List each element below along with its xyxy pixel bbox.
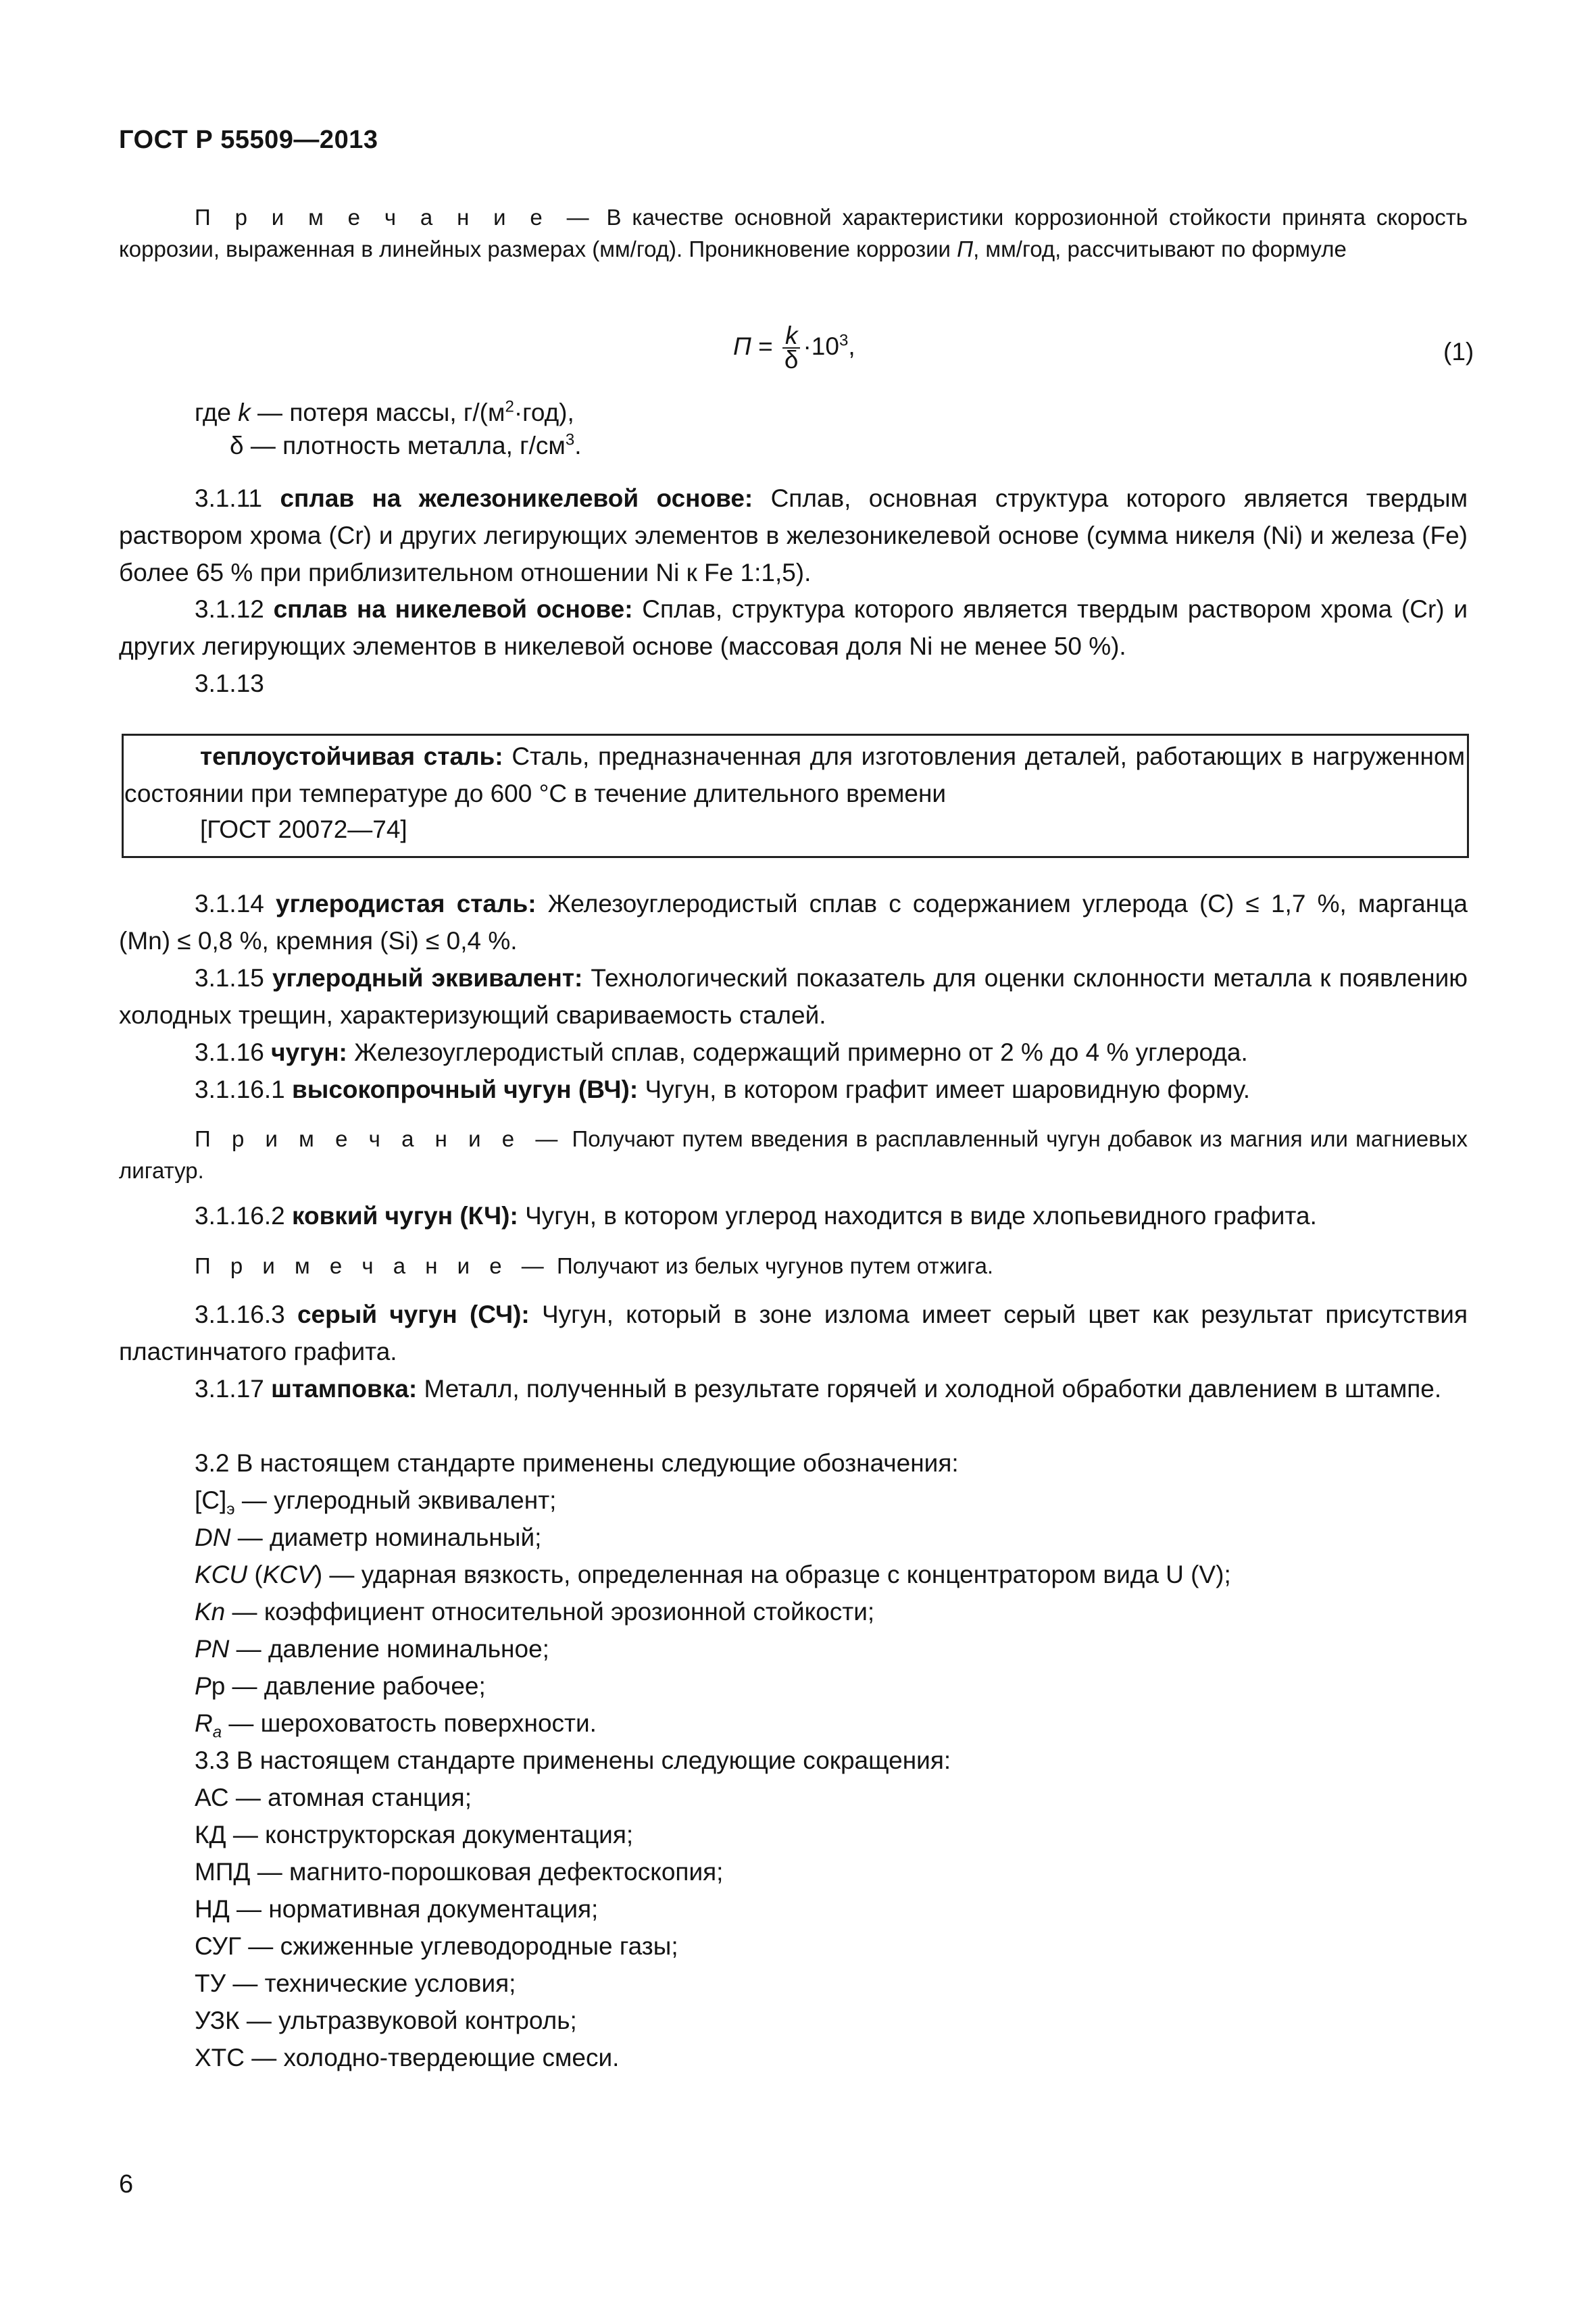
designation-carbon-equivalent: $[С]_э$ — углеродный эквивалент; [195,1486,557,1519]
note-corrosion: П р и м е ч а н и е — В качестве основной характеристики коррозионной стойкости принята скорость коррозии, выраженная в линейных размерах (мм/год). Проникновение коррозии П, мм/год, рассчитывают по формуле [119,205,1468,261]
where-k: где k — потеря массы, $г/(м^2\cdot год)$, [195,397,574,426]
designation-kn: Kn — коэффициент относительной эрозионной стойкости; [195,1598,875,1626]
designation-kcu: KCU (KCV) — ударная вязкость, определенная на образце с концентратором вида U (V); [195,1561,1231,1588]
clause-3-1-12: 3.1.12 сплав на никелевой основе: Сплав, структура которого является твердым раствором хрома (Cr) и других легирующих элементов в никелевой основе (массовая доля Ni не менее 50 %). [119,595,1468,660]
clause-3-1-11: 3.1.11 сплав на железоникелевой основе: Сплав, основная структура которого является твердым раствором хрома (Cr) и других легирующих элементов в железоникелевой основе (сумма никеля (Ni) и железа (Fe) более 65 % при приблизительном отношении Ni к Fe 1:1,5). [119,484,1468,586]
designation-ra: $R_a$ — шероховатость поверхности. [195,1709,597,1742]
equation-number: (1) [1443,338,1474,366]
abbreviation-item: ХТС — холодно-твердеющие смеси. [195,2044,620,2071]
clause-3-1-16-1: 3.1.16.1 высокопрочный чугун (ВЧ): Чугун, в котором графит имеет шаровидную форму. [195,1076,1250,1103]
abbreviation-item: АС — атомная станция; [195,1784,472,1811]
designation-pn: PN — давление номинальное; [195,1635,549,1663]
abbreviation-item: СУГ — сжиженные углеводородные газы; [195,1932,678,1960]
clause-3-1-14: 3.1.14 углеродистая сталь: Железоуглеродистый сплав с содержанием углерода (С) ≤ 1,7 %, марганца (Mn) ≤ 0,8 %, кремния (Si) ≤ 0,4 %. [119,890,1468,955]
where-delta: δ — плотность металла, $г/см^3$. [230,430,582,459]
abbreviation-item: УЗК — ультразвуковой контроль; [195,2007,577,2034]
abbreviation-item: ТУ — технические условия; [195,1969,516,1997]
formula-corrosion: П = $\frac{k}{\delta}$ $\cdot 10^3$, [733,322,855,374]
clause-3-1-17: 3.1.17 штамповка: Металл, полученный в результате горячей и холодной обработки давлением в штампе. [195,1375,1442,1403]
definition-reference: [ГОСТ 20072—74] [200,815,407,843]
designation-dn: DN — диаметр номинальный; [195,1524,542,1551]
clause-3-1-13: 3.1.13 [195,670,264,697]
note-label: П р и м е ч а н и е — [195,205,596,230]
fraction: $\frac{k}{\delta}$ [782,324,801,372]
clause-3-1-16-3: 3.1.16.3 серый чугун (СЧ): Чугун, который в зоне излома имеет серый цвет как результат присутствия пластинчатого графита. [119,1301,1468,1365]
note-ductile-iron: П р и м е ч а н и е — Получают путем введения в расплавленный чугун добавок из магния или магниевых лигатур. [119,1126,1468,1183]
designation-pp: Pр — давление рабочее; [195,1672,486,1700]
abbreviation-item: КД — конструкторская документация; [195,1821,634,1848]
document-header: ГОСТ Р 55509—2013 [119,126,378,154]
section-3-2: 3.2 В настоящем стандарте применены следующие обозначения: [195,1449,959,1477]
section-3-3: 3.3 В настоящем стандарте применены следующие сокращения: [195,1746,951,1774]
clause-3-1-16-2: 3.1.16.2 ковкий чугун (КЧ): Чугун, в котором углерод находится в виде хлопьевидного графита. [195,1202,1317,1230]
definition-heat-resistant-steel: теплоустойчивая сталь: Сталь, предназначенная для изготовления деталей, работающих в нагруженном состоянии при температуре до 600 °С в течение длительного времени [124,743,1466,807]
note-malleable-iron: П р и м е ч а н и е — Получают из белых чугунов путем отжига. [195,1253,994,1278]
clause-3-1-15: 3.1.15 углеродный эквивалент: Технологический показатель для оценки склонности металла к появлению холодных трещин, характеризующий свариваемость сталей. [119,964,1468,1029]
abbreviation-item: МПД — магнито-порошковая дефектоскопия; [195,1858,724,1886]
abbreviation-item: НД — нормативная документация; [195,1895,599,1923]
clause-3-1-16: 3.1.16 чугун: Железоуглеродистый сплав, содержащий примерно от 2 % до 4 % углерода. [195,1038,1248,1066]
page-number: 6 [119,2170,134,2198]
